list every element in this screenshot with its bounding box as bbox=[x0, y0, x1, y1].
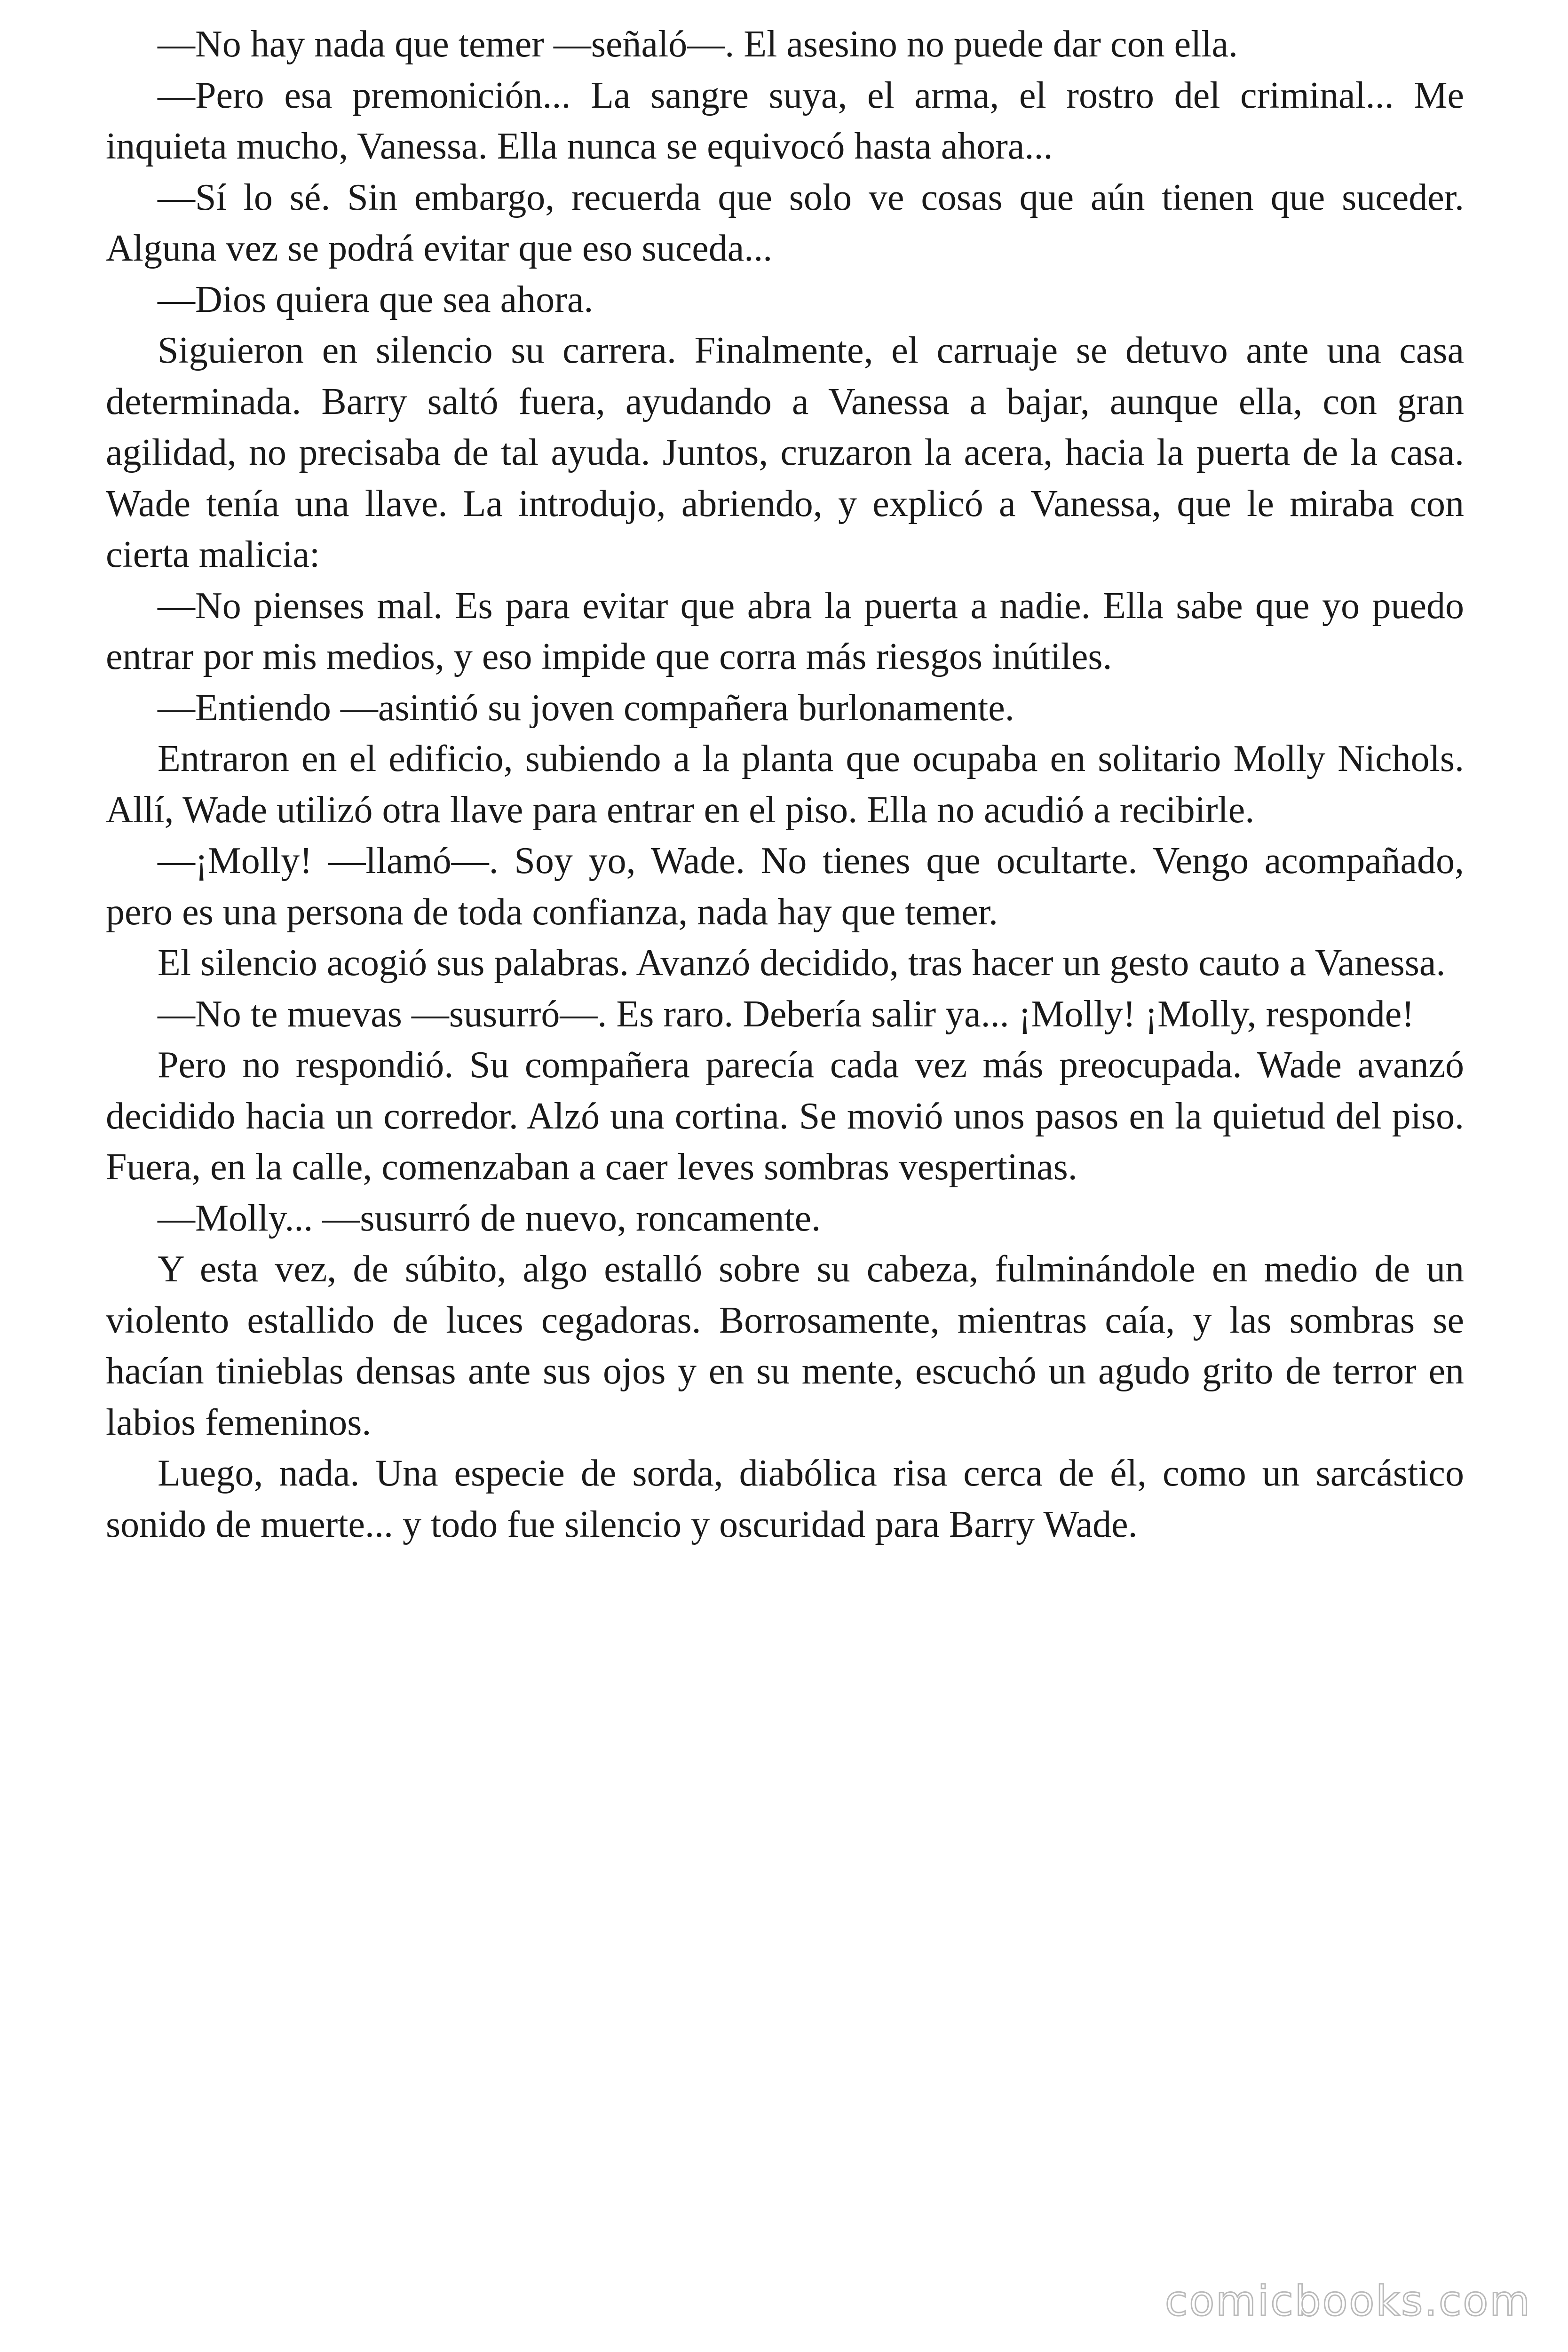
paragraph: El silencio acogió sus palabras. Avanzó decidido, tras hacer un gesto cauto a Vanessa. bbox=[158, 942, 1446, 984]
paragraph: —¡Molly! —llamó—. Soy yo, Wade. No tienes que ocultarte. Vengo acompañado, pero es una persona de toda confianza, nada hay que temer. bbox=[106, 840, 1464, 933]
paragraph: —No pienses mal. Es para evitar que abra la puerta a nadie. Ella sabe que yo puedo entrar por mis medios, y eso impide que corra más riesgos inútiles. bbox=[106, 585, 1464, 677]
paragraph: Entraron en el edificio, subiendo a la planta que ocupaba en solitario Molly Nichols. Allí, Wade utilizó otra llave para entrar en el piso. Ella no acudió a recibirle. bbox=[106, 738, 1464, 831]
paragraph: —Pero esa premonición... La sangre suya, el arma, el rostro del criminal... Me inquieta mucho, Vanessa. Ella nunca se equivocó hasta ahora... bbox=[106, 74, 1464, 167]
paragraph: —No te muevas —susurró—. Es raro. Debería salir ya... ¡Molly! ¡Molly, responde! bbox=[158, 993, 1414, 1035]
paragraph: Pero no respondió. Su compañera parecía cada vez más preocupada. Wade avanzó decidido hacia un corredor. Alzó una cortina. Se movió unos pasos en la quietud del piso. Fuera, en la calle, comenzaban a caer leves sombras vespertinas. bbox=[106, 1044, 1464, 1188]
paragraph: Siguieron en silencio su carrera. Finalmente, el carruaje se detuvo ante una casa determinada. Barry saltó fuera, ayudando a Vanessa a bajar, aunque ella, con gran agilidad, no precisaba de tal ayuda. Juntos, cruzaron la acera, hacia la puerta de la casa. Wade tenía una llave. La introdujo, abriendo, y explicó a Vanessa, que le miraba con cierta malicia: bbox=[106, 330, 1464, 575]
paragraph: Luego, nada. Una especie de sorda, diabólica risa cerca de él, como un sarcástico sonido de muerte... y todo fue silencio y oscuridad para Barry Wade. bbox=[106, 1453, 1464, 1545]
paragraph: —Molly... —susurró de nuevo, roncamente. bbox=[158, 1197, 821, 1239]
paragraph: —Sí lo sé. Sin embargo, recuerda que solo ve cosas que aún tienen que suceder. Alguna vez se podrá evitar que eso suceda... bbox=[106, 176, 1464, 269]
watermark-logo: comicbooks.com bbox=[1164, 2277, 1531, 2325]
paragraph: —Dios quiera que sea ahora. bbox=[158, 278, 594, 320]
paragraph: —No hay nada que temer —señaló—. El asesino no puede dar con ella. bbox=[158, 24, 1238, 65]
paragraph: Y esta vez, de súbito, algo estalló sobre su cabeza, fulminándole en medio de un violento estallido de luces cegadoras. Borrosamente, mientras caía, y las sombras se hacían tinieblas densas ante sus ojos y en su mente, escuchó un agudo grito de terror en labios femeninos. bbox=[106, 1248, 1464, 1443]
paragraph: —Entiendo —asintió su joven compañera burlonamente. bbox=[158, 687, 1014, 729]
page-text bbox=[106, 19, 1464, 1550]
